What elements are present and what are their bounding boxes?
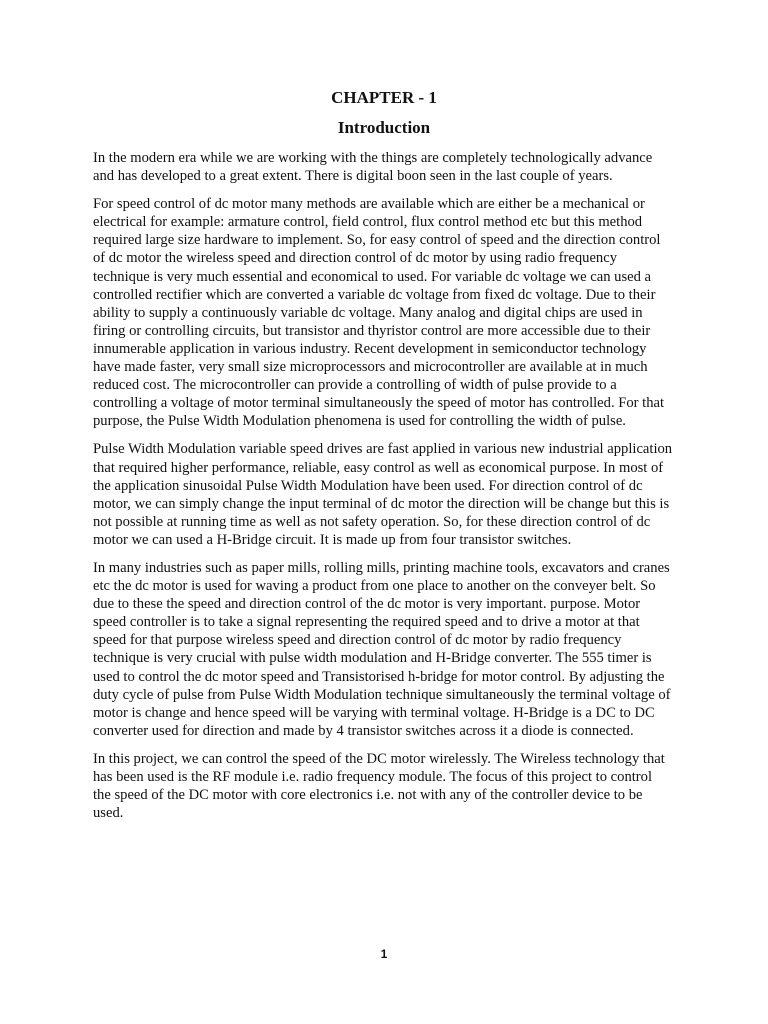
chapter-label: CHAPTER - 1 [331, 88, 437, 107]
body-text [93, 149, 673, 832]
paragraph-3: Pulse Width Modulation variable speed drives are fast applied in various new industrial application that required higher performance, reliable, easy control as well as economical purpose. In most of the application sinusoidal Pulse Width Modulation have been used. For direction control of dc motor, we can simply change the input terminal of dc motor the direction will be change but this is not possible at running time as well as not safety operation. So, for these direction control of dc motor we can used a H-Bridge circuit. It is made up from four transistor switches. [93, 441, 673, 548]
section-title: Introduction [337, 118, 431, 137]
paragraph-5: In this project, we can control the speed of the DC motor wirelessly. The Wireless technology that has been used is the RF module i.e. radio frequency module. The focus of this project to control the speed of the DC motor with core electronics i.e. not with any of the controller device to be used. [93, 750, 665, 822]
paragraph-1: In the modern era while we are working with the things are completely technologically advance and has developed to a great extent. There is digital boon seen in the last couple of years. [93, 150, 653, 185]
paragraph-2: For speed control of dc motor many methods are available which are either be a mechanical or electrical for example: armature control, field control, flux control method etc but this method required large size hardware to implement. So, for easy control of speed and the direction control of dc motor the wireless speed and direction control of dc motor by using radio frequency technique is very much essential and economical to used. For variable dc voltage we can used a controlled rectifier which are converted a variable dc voltage from fixed dc voltage. Due to their ability to supply a continuously variable dc voltage. Many analog and digital chips are used in firing or controlling circuits, but transistor and thyristor control are more accessible due to their innumerable application in various industry. Recent development in semiconductor technology have made faster, very small size microprocessors and microcontroller are available at in much reduced cost. The microcontroller can provide a controlling of width of pulse provide to a controlling a voltage of motor terminal simultaneously the speed of motor has controlled. For that purpose, the Pulse Width Modulation phenomena is used for controlling the width of pulse. [93, 196, 665, 430]
paragraph-4: In many industries such as paper mills, rolling mills, printing machine tools, excavators and cranes etc the dc motor is used for waving a product from one place to another on the conveyer belt. So due to these the speed and direction control of the dc motor is very important. purpose. Motor speed controller is to take a signal representing the required speed and to drive a motor at that speed for that purpose wireless speed and direction control of dc motor by radio frequency technique is very crucial with pulse width modulation and H-Bridge converter. The 555 timer is used to control the dc motor speed and Transistorised h-bridge for motor control. By adjusting the duty cycle of pulse from Pulse Width Modulation technique simultaneously the terminal voltage of motor is change and hence speed will be varying with terminal voltage. H-Bridge is a DC to DC converter used for direction and made by 4 transistor switches across it a diode is connected. [93, 559, 671, 739]
page-number: 1 [380, 947, 388, 961]
